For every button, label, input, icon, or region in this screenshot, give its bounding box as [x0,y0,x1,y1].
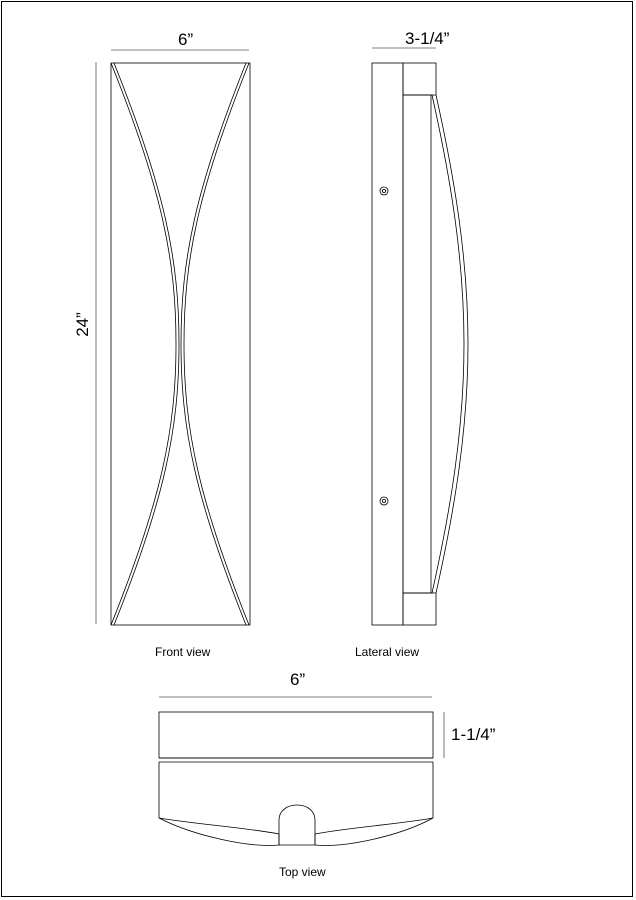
lower-screw-icon [380,497,388,505]
top-view [159,697,444,845]
front-view-caption: Front view [155,645,211,659]
top-left-wing-edge [159,818,279,845]
front-width-label: 6” [178,30,194,49]
lateral-bottom-cap [403,593,436,625]
top-view-caption: Top view [279,865,326,879]
top-height-label: 1-1/4” [451,725,496,744]
top-right-wing-edge [315,818,433,845]
front-body-outline [111,63,250,625]
lateral-body [403,95,431,593]
upper-screw-icon [380,187,388,195]
lateral-shade-curve-inner [432,95,464,593]
lateral-backplate [372,63,403,625]
lateral-depth-label: 3-1/4” [405,29,450,48]
front-right-curve-outer [184,63,249,625]
front-view [96,50,250,625]
lateral-top-cap [403,63,436,95]
front-height-label: 24” [72,312,92,337]
lateral-view-caption: Lateral view [355,645,420,659]
top-shade-outline [159,762,433,845]
lateral-shade-curve-outer [436,95,468,593]
top-backplate [159,712,433,758]
lateral-view [372,48,468,625]
top-width-label: 6” [290,670,306,689]
top-center-notch [279,805,315,845]
front-right-curve-inner [181,63,246,625]
front-left-curve-inner [114,63,179,625]
front-left-curve-outer [111,63,176,625]
